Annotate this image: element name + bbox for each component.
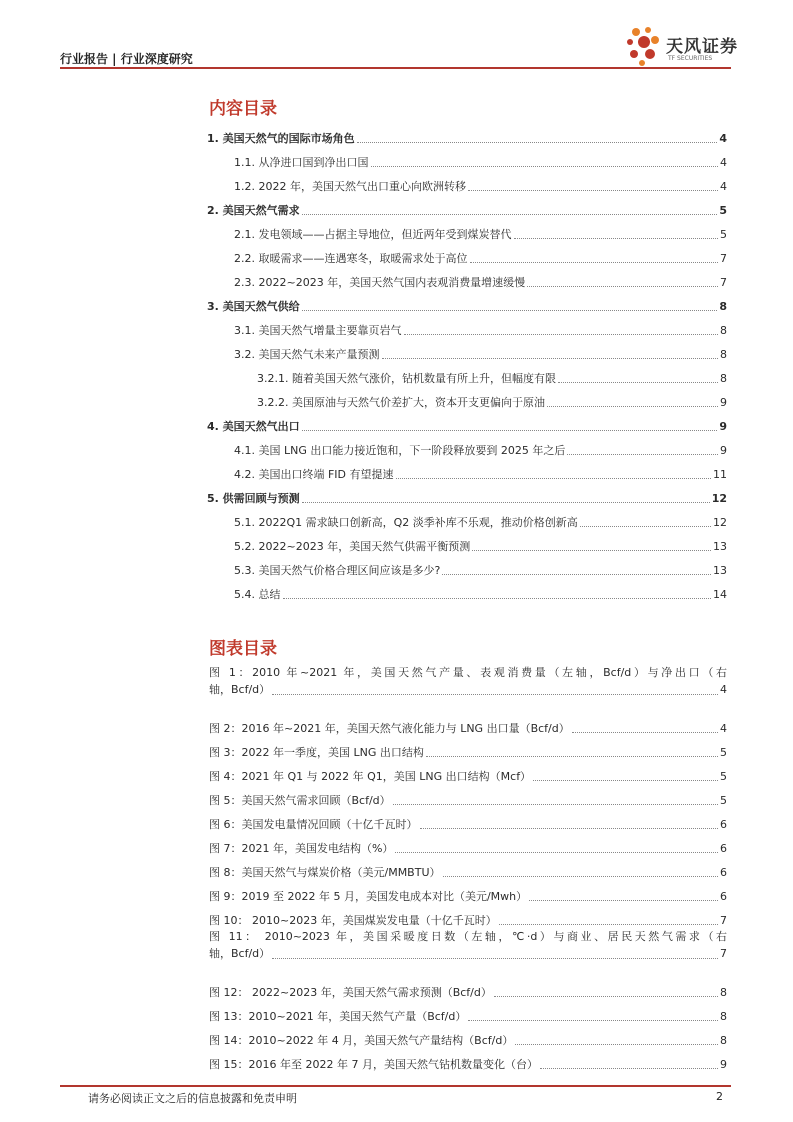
dot-leader: [540, 1068, 718, 1069]
toc-entry[interactable]: [207, 242, 727, 266]
toc-entry-page: 8: [720, 348, 727, 361]
dot-leader: [470, 262, 719, 263]
toc-entry-page: 5: [719, 204, 727, 217]
dot-leader: [302, 430, 718, 431]
logo-text: 天风证券: [666, 37, 738, 57]
dot-leader: [302, 502, 710, 503]
toc-entry-page: 12: [713, 516, 727, 529]
company-logo: [624, 26, 738, 66]
toc-entry-page: 11: [713, 468, 727, 481]
dot-leader: [302, 310, 718, 311]
toc-entry-page: 9: [720, 396, 727, 409]
figure-entry[interactable]: [209, 904, 727, 928]
figure-entry-page: 4: [720, 683, 727, 696]
toc-entry-title: 2.3. 2022~2023 年，美国天然气国内表观消费量增速缓慢: [234, 276, 526, 289]
toc-entry[interactable]: [207, 362, 727, 386]
toc-entry[interactable]: [207, 482, 727, 506]
figure-entry-page: 7: [720, 947, 727, 960]
toc-entry-title: 5.3. 美国天然气价格合理区间应该是多少?: [234, 564, 441, 577]
toc-entry-title: 3.1. 美国天然气增量主要靠页岩气: [234, 324, 402, 337]
toc-entry-page: 5: [720, 228, 727, 241]
figure-entry-page: 5: [720, 794, 727, 807]
toc-entry-title: 1. 美国天然气的国际市场角色: [207, 132, 355, 145]
figure-entry-page: 5: [720, 746, 727, 759]
dot-leader: [472, 550, 711, 551]
figure-entry[interactable]: [209, 784, 727, 808]
dot-leader: [499, 924, 718, 925]
toc-entry-page: 9: [720, 444, 727, 457]
dot-leader: [302, 214, 718, 215]
toc-entry-title: 2. 美国天然气需求: [207, 204, 300, 217]
toc-entry[interactable]: [207, 434, 727, 458]
figure-entry-title: 图 2：2016 年~2021 年，美国天然气液化能力与 LNG 出口量（Bcf/d）: [209, 722, 570, 735]
dot-leader: [283, 598, 712, 599]
toc-heading: 内容目录: [209, 99, 277, 119]
toc-entry-page: 8: [720, 372, 727, 385]
toc-entry[interactable]: [207, 314, 727, 338]
toc-entry[interactable]: [207, 290, 727, 314]
toc-entry-page: 7: [720, 276, 727, 289]
toc-entry-title: 5.2. 2022~2023 年，美国天然气供需平衡预测: [234, 540, 471, 553]
toc-entry[interactable]: [207, 578, 727, 602]
toc-entry[interactable]: [207, 410, 727, 434]
figure-entry-page: 6: [720, 890, 727, 903]
figure-entry-page: 7: [720, 914, 727, 927]
dot-leader: [396, 478, 711, 479]
toc-entry-page: 7: [720, 252, 727, 265]
dot-leader: [567, 454, 718, 455]
figure-entry[interactable]: [209, 832, 727, 856]
toc-entry-page: 12: [711, 492, 727, 505]
footer-disclaimer: 请务必阅读正文之后的信息披露和免责申明: [88, 1092, 297, 1105]
figure-entry-title: 图 11： 2010~2023 年，美国采暖度日数（左轴，℃·d）与商业、居民天然气需求（右: [209, 930, 727, 943]
toc-entry-title: 5.4. 总结: [234, 588, 281, 601]
figure-entry-title: 图 8：美国天然气与煤炭价格（美元/MMBTU）: [209, 866, 441, 879]
dot-leader: [468, 1020, 718, 1021]
toc-entry-page: 13: [713, 564, 727, 577]
toc-entry[interactable]: [207, 170, 727, 194]
toc-entry-title: 4.1. 美国 LNG 出口能力接近饱和，下一阶段释放要到 2025 年之后: [234, 444, 566, 457]
page-number: 2: [716, 1090, 723, 1103]
dot-leader: [382, 358, 719, 359]
logo-mark-icon: [624, 26, 664, 66]
dot-leader: [395, 852, 718, 853]
figure-entry-title: 图 3：2022 年一季度，美国 LNG 出口结构: [209, 746, 424, 759]
dot-leader: [494, 996, 718, 997]
report-category: 行业报告 | 行业深度研究: [60, 52, 193, 66]
dot-leader: [371, 166, 719, 167]
figure-entry-title: 图 6：美国发电量情况回顾（十亿千瓦时）: [209, 818, 418, 831]
figure-entry-title: 图 1：2010 年~2021 年，美国天然气产量、表观消费量（左轴，Bcf/d）与净出口（右: [209, 666, 727, 679]
figure-entry[interactable]: [209, 712, 727, 736]
logo-subtext: TF SECURITIES: [668, 55, 713, 62]
figure-entry-title-cont: 轴，Bcf/d）: [209, 947, 271, 960]
figure-entry[interactable]: [209, 808, 727, 832]
dot-leader: [443, 876, 719, 877]
figure-entry-page: 6: [720, 866, 727, 879]
toc-entry[interactable]: [207, 458, 727, 482]
figure-entry-title: 图 13：2010~2021 年，美国天然气产量（Bcf/d）: [209, 1010, 467, 1023]
dot-leader: [468, 190, 718, 191]
toc-entry-page: 14: [713, 588, 727, 601]
figure-entry[interactable]: [209, 760, 727, 784]
figure-entry-page: 8: [720, 1010, 727, 1023]
figure-entry[interactable]: [209, 1024, 727, 1048]
toc-entry-title: 4.2. 美国出口终端 FID 有望提速: [234, 468, 394, 481]
toc-entry-title: 5.1. 2022Q1 需求缺口创新高，Q2 淡季补库不乐观，推动价格创新高: [234, 516, 578, 529]
figure-list-heading: 图表目录: [209, 639, 277, 659]
toc-entry-title: 1.1. 从净进口国到净出口国: [234, 156, 369, 169]
toc-entry-title: 3.2.2. 美国原油与天然气价差扩大，资本开支更偏向于原油: [257, 396, 545, 409]
figure-entry[interactable]: [209, 1000, 727, 1024]
toc-entry[interactable]: [207, 122, 727, 146]
dot-leader: [272, 694, 718, 695]
figure-entry-page: 8: [720, 1034, 727, 1047]
header-divider: [60, 67, 731, 69]
dot-leader: [547, 406, 718, 407]
toc-entry[interactable]: [207, 146, 727, 170]
figure-entry-title: 图 12： 2022~2023 年，美国天然气需求预测（Bcf/d）: [209, 986, 492, 999]
toc-entry-title: 3.2.1. 随着美国天然气涨价，钻机数量有所上升，但幅度有限: [257, 372, 556, 385]
toc-entry-page: 9: [719, 420, 727, 433]
dot-leader: [515, 1044, 718, 1045]
figure-entry-title-cont: 轴，Bcf/d）: [209, 683, 271, 696]
dot-leader: [572, 732, 718, 733]
toc-entry-title: 3. 美国天然气供给: [207, 300, 300, 313]
figure-entry-title: 图 10： 2010~2023 年，美国煤炭发电量（十亿千瓦时）: [209, 914, 497, 927]
toc-entry-title: 2.2. 取暖需求——连遇寒冬，取暖需求处于高位: [234, 252, 468, 265]
figure-entry-page: 6: [720, 842, 727, 855]
figure-entry-page: 9: [720, 1058, 727, 1071]
toc-entry[interactable]: [207, 266, 727, 290]
figure-entry-title: 图 7：2021 年，美国发电结构（%）: [209, 842, 394, 855]
toc-entry[interactable]: [207, 386, 727, 410]
dot-leader: [420, 828, 719, 829]
dot-leader: [533, 780, 718, 781]
toc-entry-title: 1.2. 2022 年，美国天然气出口重心向欧洲转移: [234, 180, 466, 193]
toc-entry-page: 4: [720, 180, 727, 193]
dot-leader: [272, 958, 718, 959]
dot-leader: [558, 382, 718, 383]
figure-entry-page: 5: [720, 770, 727, 783]
figure-entry[interactable]: [209, 880, 727, 904]
figure-entry[interactable]: [209, 736, 727, 760]
toc-entry-title: 2.1. 发电领域——占据主导地位，但近两年受到煤炭替代: [234, 228, 512, 241]
toc-entry-page: 8: [720, 324, 727, 337]
figure-entry-title: 图 4：2021 年 Q1 与 2022 年 Q1，美国 LNG 出口结构（Mcf）: [209, 770, 532, 783]
dot-leader: [527, 286, 718, 287]
dot-leader: [404, 334, 719, 335]
dot-leader: [529, 900, 718, 901]
toc-entry-title: 5. 供需回顾与预测: [207, 492, 300, 505]
dot-leader: [580, 526, 711, 527]
toc-entry[interactable]: [207, 530, 727, 554]
toc-entry-title: 4. 美国天然气出口: [207, 420, 300, 433]
figure-entry-title: 图 9：2019 至 2022 年 5 月，美国发电成本对比（美元/Mwh）: [209, 890, 528, 903]
toc-entry[interactable]: [207, 338, 727, 362]
table-of-contents: [207, 122, 727, 602]
figure-list: [209, 664, 727, 1072]
toc-entry[interactable]: [207, 218, 727, 242]
figure-entry-title: 图 5：美国天然气需求回顾（Bcf/d）: [209, 794, 391, 807]
figure-entry-title: 图 14：2010~2022 年 4 月，美国天然气产量结构（Bcf/d）: [209, 1034, 514, 1047]
toc-entry[interactable]: [207, 554, 727, 578]
toc-entry-page: 4: [719, 132, 727, 145]
figure-entry[interactable]: [209, 664, 727, 712]
figure-entry[interactable]: [209, 1048, 727, 1072]
figure-entry[interactable]: [209, 856, 727, 880]
footer-divider: [60, 1085, 731, 1087]
toc-entry-title: 3.2. 美国天然气未来产量预测: [234, 348, 380, 361]
figure-entry-page: 6: [720, 818, 727, 831]
figure-entry-page: 8: [720, 986, 727, 999]
dot-leader: [514, 238, 719, 239]
toc-entry-page: 4: [720, 156, 727, 169]
dot-leader: [393, 804, 718, 805]
dot-leader: [357, 142, 718, 143]
toc-entry-page: 8: [719, 300, 727, 313]
figure-entry[interactable]: [209, 928, 727, 976]
figure-entry-page: 4: [720, 722, 727, 735]
toc-entry[interactable]: [207, 194, 727, 218]
toc-entry[interactable]: [207, 506, 727, 530]
figure-entry[interactable]: [209, 976, 727, 1000]
dot-leader: [426, 756, 718, 757]
figure-entry-title: 图 15：2016 年至 2022 年 7 月，美国天然气钻机数量变化（台）: [209, 1058, 538, 1071]
dot-leader: [442, 574, 711, 575]
toc-entry-page: 13: [713, 540, 727, 553]
